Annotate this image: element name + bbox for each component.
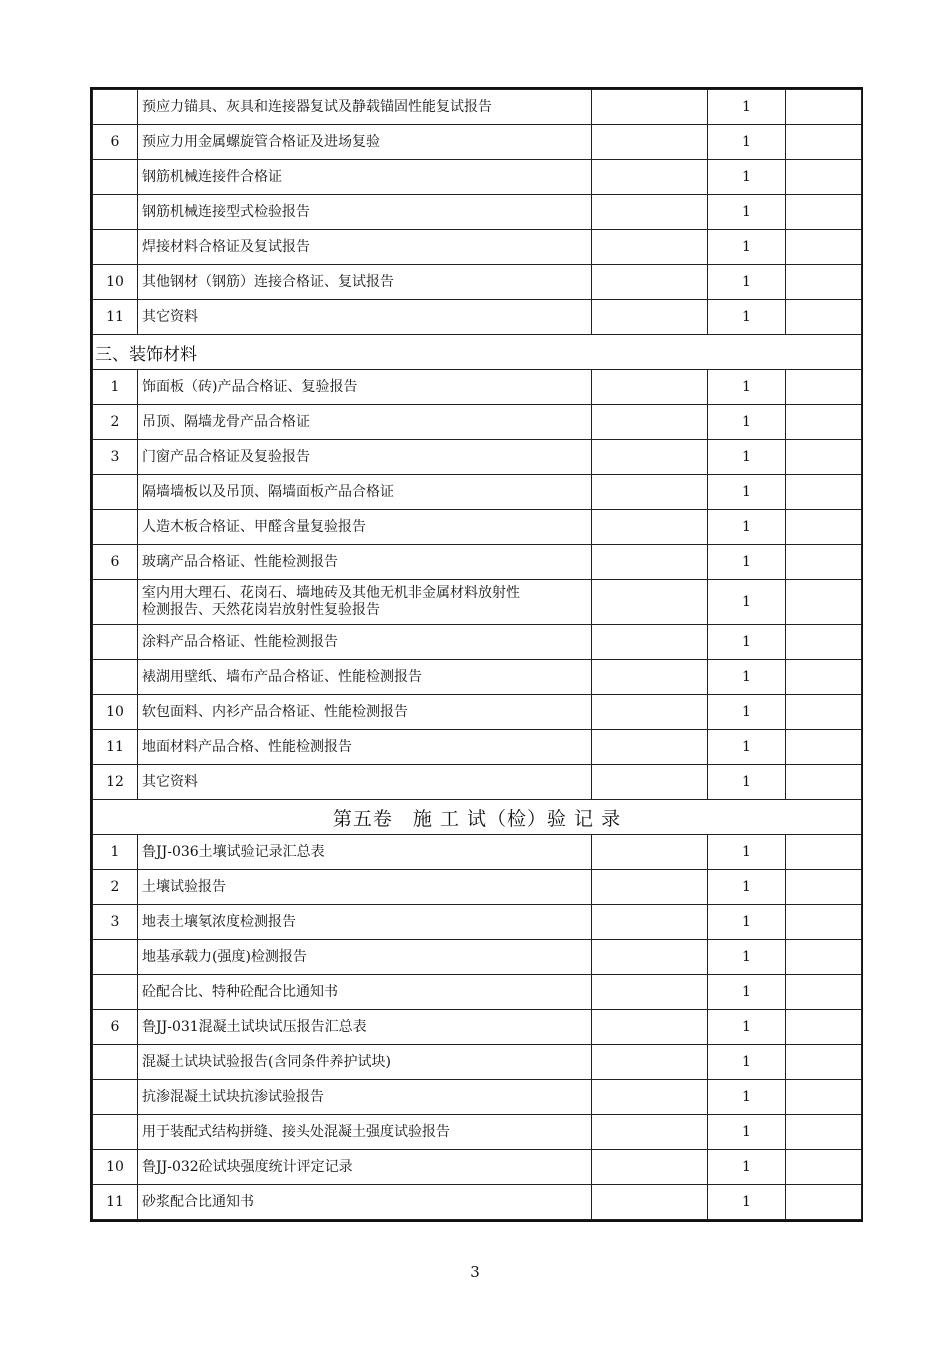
table-row <box>93 730 862 765</box>
item-name-line-2: 检测报告、天然花岗岩放射性复验报告 <box>142 602 380 618</box>
item-name-cell: 抗渗混凝土试块抗渗试验报告 <box>138 1080 592 1115</box>
blank-cell <box>592 1115 708 1150</box>
blank-cell <box>592 870 708 905</box>
remarks-cell <box>786 870 862 905</box>
remarks-cell <box>786 405 862 440</box>
row-number-cell <box>93 1080 138 1115</box>
remarks-cell <box>786 835 862 870</box>
row-number-cell <box>93 660 138 695</box>
count-cell: 1 <box>708 870 786 905</box>
table-row <box>93 1115 862 1150</box>
row-number-cell <box>93 475 138 510</box>
remarks-cell <box>786 940 862 975</box>
blank-cell <box>592 405 708 440</box>
blank-cell <box>592 475 708 510</box>
count-cell: 1 <box>708 1010 786 1045</box>
item-name-cell: 玻璃产品合格证、性能检测报告 <box>138 545 592 580</box>
row-number-cell: 3 <box>93 905 138 940</box>
blank-cell <box>592 230 708 265</box>
item-name-cell: 其它资料 <box>138 300 592 335</box>
remarks-cell <box>786 1185 862 1220</box>
row-number-cell: 10 <box>93 695 138 730</box>
row-number-cell: 11 <box>93 300 138 335</box>
table-row <box>93 1150 862 1185</box>
blank-cell <box>592 440 708 475</box>
blank-cell <box>592 160 708 195</box>
item-name-cell: 涂料产品合格证、性能检测报告 <box>138 625 592 660</box>
blank-cell <box>592 975 708 1010</box>
table-row <box>93 475 862 510</box>
table-row <box>93 370 862 405</box>
row-number-cell: 6 <box>93 1010 138 1045</box>
item-name-cell: 混凝土试块试验报告(含同条件养护试块) <box>138 1045 592 1080</box>
blank-cell <box>592 730 708 765</box>
remarks-cell <box>786 370 862 405</box>
remarks-cell <box>786 730 862 765</box>
remarks-cell <box>786 440 862 475</box>
count-cell: 1 <box>708 695 786 730</box>
remarks-cell <box>786 580 862 625</box>
remarks-cell <box>786 765 862 800</box>
count-cell: 1 <box>708 370 786 405</box>
count-cell: 1 <box>708 1080 786 1115</box>
item-name-cell: 隔墙墙板以及吊顶、隔墙面板产品合格证 <box>138 475 592 510</box>
row-number-cell: 1 <box>93 835 138 870</box>
table-row <box>93 300 862 335</box>
remarks-cell <box>786 1150 862 1185</box>
table-row <box>93 265 862 300</box>
count-cell: 1 <box>708 300 786 335</box>
item-name-cell: 吊顶、隔墙龙骨产品合格证 <box>138 405 592 440</box>
item-name-cell: 焊接材料合格证及复试报告 <box>138 230 592 265</box>
table-row <box>93 975 862 1010</box>
count-cell: 1 <box>708 475 786 510</box>
row-number-cell <box>93 940 138 975</box>
item-name-cell: 其它资料 <box>138 765 592 800</box>
blank-cell <box>592 545 708 580</box>
count-cell: 1 <box>708 440 786 475</box>
blank-cell <box>592 1080 708 1115</box>
blank-cell <box>592 660 708 695</box>
records-table <box>92 89 862 1220</box>
table-row <box>93 90 862 125</box>
table-row <box>93 835 862 870</box>
item-name-cell: 预应力锚具、灰具和连接器复试及静载锚固性能复试报告 <box>138 90 592 125</box>
blank-cell <box>592 265 708 300</box>
remarks-cell <box>786 160 862 195</box>
blank-cell <box>592 1185 708 1220</box>
blank-cell <box>592 195 708 230</box>
item-name-cell: 钢筋机械连接件合格证 <box>138 160 592 195</box>
remarks-cell <box>786 125 862 160</box>
table-row <box>93 660 862 695</box>
row-number-cell: 11 <box>93 1185 138 1220</box>
row-number-cell: 2 <box>93 405 138 440</box>
table-row <box>93 195 862 230</box>
blank-cell <box>592 1150 708 1185</box>
row-number-cell <box>93 1045 138 1080</box>
item-name-cell: 鲁JJ-036土壤试验记录汇总表 <box>138 835 592 870</box>
table-row <box>93 405 862 440</box>
blank-cell <box>592 510 708 545</box>
blank-cell <box>592 835 708 870</box>
table-row <box>93 125 862 160</box>
remarks-cell <box>786 695 862 730</box>
count-cell: 1 <box>708 510 786 545</box>
table-row <box>93 1080 862 1115</box>
row-number-cell <box>93 160 138 195</box>
row-number-cell: 2 <box>93 870 138 905</box>
table-row <box>93 940 862 975</box>
table-row <box>93 765 862 800</box>
blank-cell <box>592 625 708 660</box>
count-cell: 1 <box>708 975 786 1010</box>
item-name-cell: 地表土壤氡浓度检测报告 <box>138 905 592 940</box>
table-row <box>93 440 862 475</box>
row-number-cell <box>93 195 138 230</box>
item-name-cell: 软包面料、内衫产品合格证、性能检测报告 <box>138 695 592 730</box>
count-cell: 1 <box>708 195 786 230</box>
table-row <box>93 1010 862 1045</box>
table-row <box>93 870 862 905</box>
item-name-cell: 人造木板合格证、甲醛含量复验报告 <box>138 510 592 545</box>
count-cell: 1 <box>708 90 786 125</box>
count-cell: 1 <box>708 625 786 660</box>
row-number-cell: 1 <box>93 370 138 405</box>
blank-cell <box>592 370 708 405</box>
count-cell: 1 <box>708 545 786 580</box>
table-row <box>93 580 862 625</box>
row-number-cell: 3 <box>93 440 138 475</box>
item-name-cell: 其他钢材（钢筋）连接合格证、复试报告 <box>138 265 592 300</box>
item-name-cell: 砂浆配合比通知书 <box>138 1185 592 1220</box>
row-number-cell <box>93 975 138 1010</box>
count-cell: 1 <box>708 765 786 800</box>
item-name-cell: 预应力用金属螺旋管合格证及进场复验 <box>138 125 592 160</box>
row-number-cell <box>93 580 138 625</box>
blank-cell <box>592 300 708 335</box>
page-number: 3 <box>470 1263 480 1281</box>
table-row <box>93 230 862 265</box>
blank-cell <box>592 125 708 160</box>
table-row <box>93 1185 862 1220</box>
count-cell: 1 <box>708 580 786 625</box>
row-number-cell: 11 <box>93 730 138 765</box>
item-name-cell: 钢筋机械连接型式检验报告 <box>138 195 592 230</box>
section-title: 三、装饰材料 <box>93 335 862 370</box>
blank-cell <box>592 940 708 975</box>
remarks-cell <box>786 265 862 300</box>
item-name-cell: 裱湖用壁纸、墙布产品合格证、性能检测报告 <box>138 660 592 695</box>
remarks-cell <box>786 625 862 660</box>
records-table-body <box>93 90 862 1220</box>
remarks-cell <box>786 475 862 510</box>
remarks-cell <box>786 1080 862 1115</box>
volume-title: 第五卷 施 工 试（检）验 记 录 <box>93 800 862 835</box>
remarks-cell <box>786 660 862 695</box>
count-cell: 1 <box>708 125 786 160</box>
table-row <box>93 160 862 195</box>
row-number-cell <box>93 1115 138 1150</box>
blank-cell <box>592 580 708 625</box>
item-name-cell: 土壤试验报告 <box>138 870 592 905</box>
count-cell: 1 <box>708 265 786 300</box>
remarks-cell <box>786 905 862 940</box>
item-name-cell: 鲁JJ-031混凝土试块试压报告汇总表 <box>138 1010 592 1045</box>
item-name-cell: 鲁JJ-032砼试块强度统计评定记录 <box>138 1150 592 1185</box>
count-cell: 1 <box>708 1185 786 1220</box>
count-cell: 1 <box>708 940 786 975</box>
table-row <box>93 905 862 940</box>
remarks-cell <box>786 300 862 335</box>
count-cell: 1 <box>708 1115 786 1150</box>
table-row <box>93 695 862 730</box>
remarks-cell <box>786 230 862 265</box>
remarks-cell <box>786 1010 862 1045</box>
records-table-frame <box>90 87 863 1222</box>
row-number-cell <box>93 90 138 125</box>
count-cell: 1 <box>708 730 786 765</box>
item-name-line-1: 室内用大理石、花岗石、墙地砖及其他无机非金属材料放射性 <box>142 585 520 601</box>
remarks-cell <box>786 975 862 1010</box>
item-name-cell: 地基承载力(强度)检测报告 <box>138 940 592 975</box>
blank-cell <box>592 765 708 800</box>
table-row <box>93 1045 862 1080</box>
item-name-cell: 饰面板（砖)产品合格证、复验报告 <box>138 370 592 405</box>
blank-cell <box>592 1010 708 1045</box>
row-number-cell <box>93 625 138 660</box>
blank-cell <box>592 90 708 125</box>
row-number-cell <box>93 230 138 265</box>
row-number-cell: 12 <box>93 765 138 800</box>
item-name-cell: 砼配合比、特种砼配合比通知书 <box>138 975 592 1010</box>
blank-cell <box>592 695 708 730</box>
item-name-cell: 用于装配式结构拼缝、接头处混凝土强度试验报告 <box>138 1115 592 1150</box>
row-number-cell: 6 <box>93 125 138 160</box>
row-number-cell <box>93 510 138 545</box>
remarks-cell <box>786 1115 862 1150</box>
volume-header-row <box>93 800 862 835</box>
section-header-row <box>93 335 862 370</box>
table-row <box>93 545 862 580</box>
blank-cell <box>592 1045 708 1080</box>
count-cell: 1 <box>708 835 786 870</box>
item-name-cell: 地面材料产品合格、性能检测报告 <box>138 730 592 765</box>
remarks-cell <box>786 90 862 125</box>
count-cell: 1 <box>708 905 786 940</box>
remarks-cell <box>786 1045 862 1080</box>
remarks-cell <box>786 545 862 580</box>
row-number-cell: 10 <box>93 265 138 300</box>
count-cell: 1 <box>708 160 786 195</box>
item-name-cell <box>138 580 592 625</box>
blank-cell <box>592 905 708 940</box>
count-cell: 1 <box>708 230 786 265</box>
row-number-cell: 6 <box>93 545 138 580</box>
count-cell: 1 <box>708 660 786 695</box>
table-row <box>93 510 862 545</box>
count-cell: 1 <box>708 1045 786 1080</box>
count-cell: 1 <box>708 1150 786 1185</box>
item-name-cell: 门窗产品合格证及复验报告 <box>138 440 592 475</box>
table-row <box>93 625 862 660</box>
remarks-cell <box>786 195 862 230</box>
count-cell: 1 <box>708 405 786 440</box>
remarks-cell <box>786 510 862 545</box>
row-number-cell: 10 <box>93 1150 138 1185</box>
